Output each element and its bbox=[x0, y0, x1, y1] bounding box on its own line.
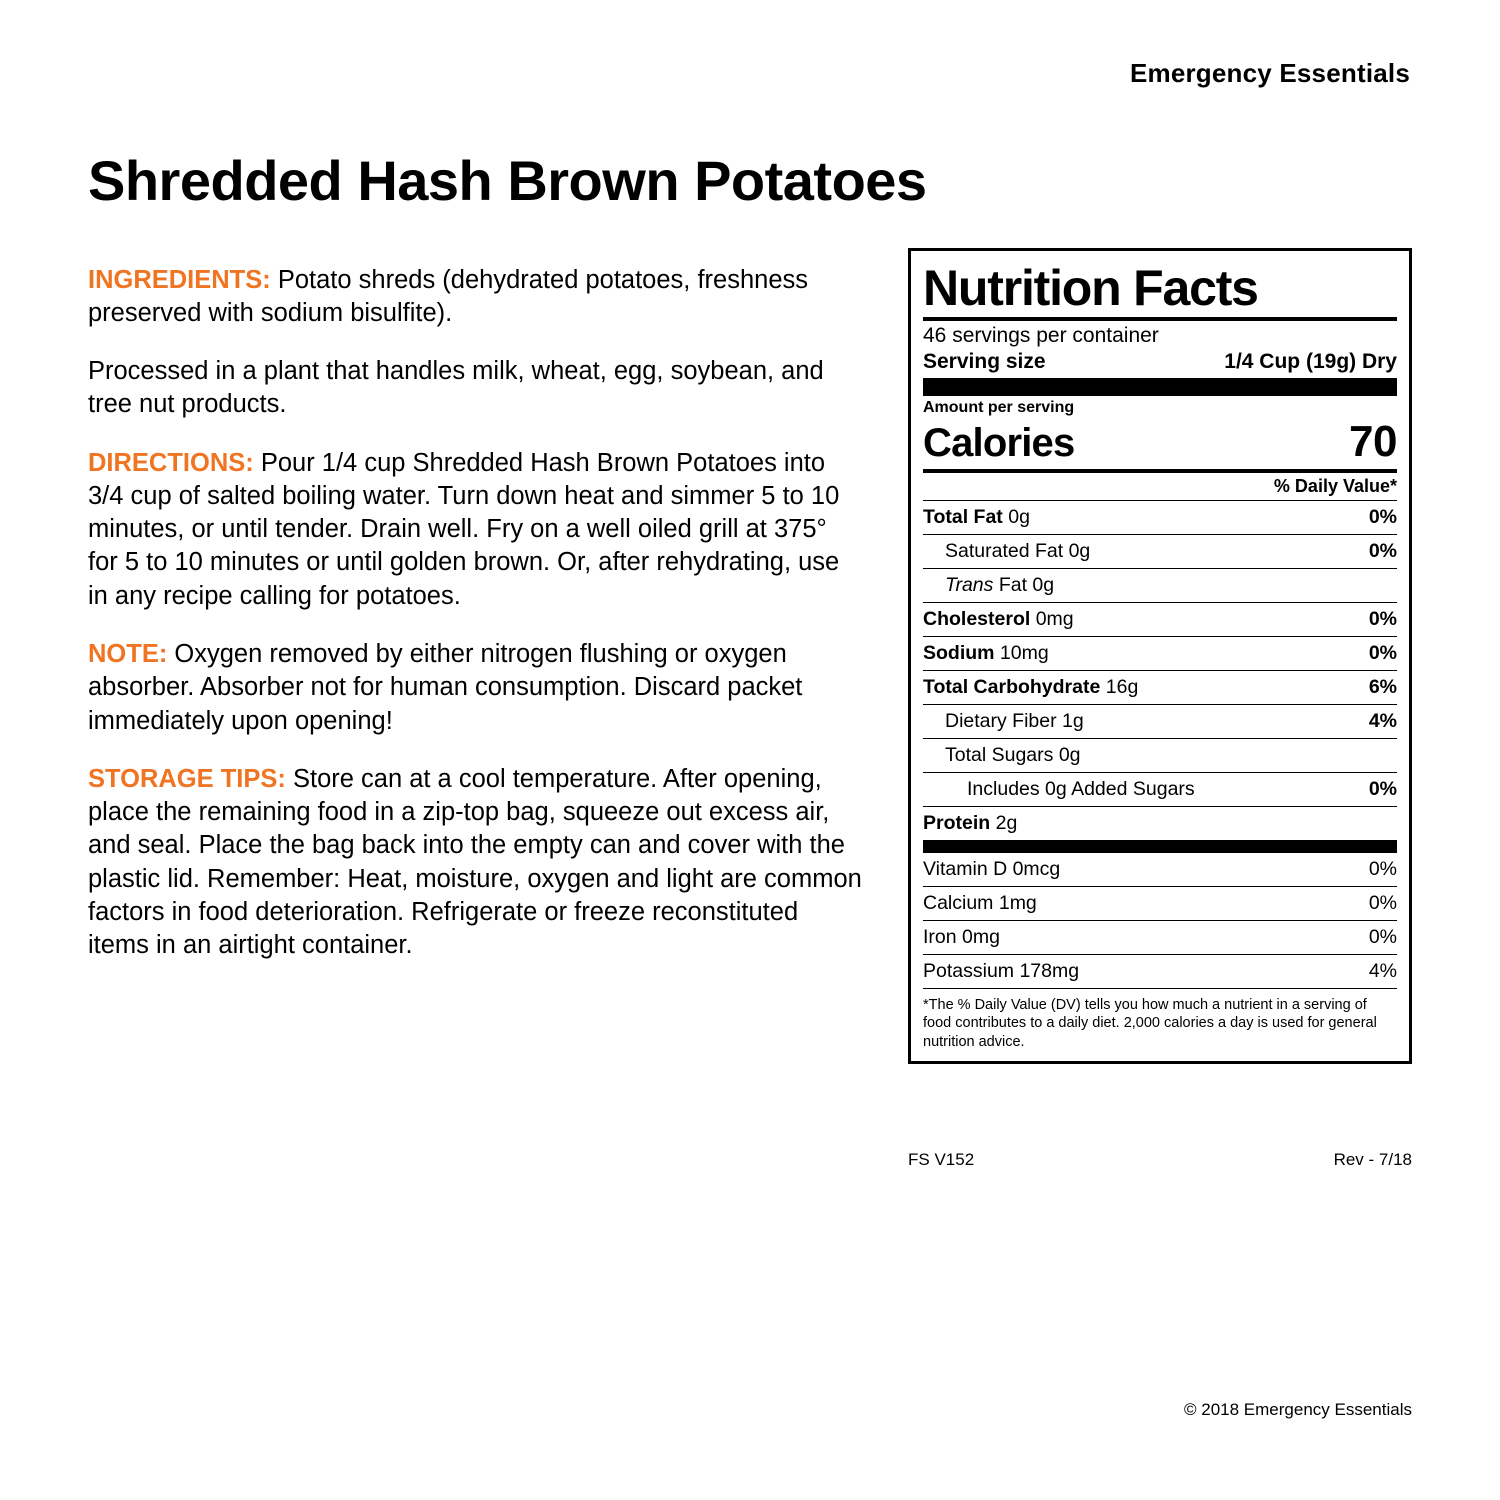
calories-row bbox=[923, 417, 1397, 469]
vitamin-row-calcium bbox=[923, 887, 1397, 921]
nutrient-name: Protein bbox=[923, 812, 991, 835]
brand-name: Emergency Essentials bbox=[1129, 58, 1410, 88]
nutrition-facts-title: Nutrition Facts bbox=[923, 260, 1258, 316]
section-text-allergen: Processed in a plant that handles milk, wheat, egg, soybean, and tree nut products. bbox=[88, 357, 824, 419]
nutrient-amount: 0g bbox=[1032, 574, 1055, 597]
vitamin-name: Iron 0mg bbox=[923, 926, 1000, 949]
nutrient-dv: 0% bbox=[1368, 642, 1397, 665]
nutrient-name: Saturated Fat bbox=[945, 540, 1064, 563]
servings-per-container: 46 servings per container bbox=[923, 324, 1159, 347]
nutrient-name: Dietary Fiber bbox=[945, 710, 1057, 733]
section-allergen bbox=[88, 355, 863, 421]
daily-value-footnote: *The % Daily Value (DV) tells you how much a nutrient in a serving of food contributes to a daily diet. 2,000 calories a day is used for general nutrition advice. bbox=[923, 997, 1377, 1050]
page-title: Shredded Hash Brown Potatoes bbox=[88, 148, 927, 212]
nutrient-amount: 0g bbox=[1058, 744, 1081, 767]
nutrient-dv: 6% bbox=[1368, 676, 1397, 699]
nutrient-amount: 10mg bbox=[999, 642, 1049, 665]
section-label-storage-tips: STORAGE TIPS: bbox=[88, 765, 286, 794]
nutrient-row-total-carbohydrate bbox=[923, 671, 1397, 705]
calories-label: Calories bbox=[923, 421, 1075, 466]
nutrient-row-cholesterol bbox=[923, 603, 1397, 637]
section-label-directions: DIRECTIONS: bbox=[88, 449, 254, 478]
section-label-note: NOTE: bbox=[88, 640, 168, 669]
nutrient-amount: 0g bbox=[1008, 506, 1030, 529]
nutrient-dv: 0% bbox=[1368, 540, 1397, 563]
vitamin-row-iron bbox=[923, 921, 1397, 955]
nutrient-dv: 0% bbox=[1368, 506, 1397, 529]
nutrient-amount: 1g bbox=[1062, 710, 1084, 733]
vitamin-name: Potassium 178mg bbox=[923, 960, 1080, 983]
amount-per-serving-label: Amount per serving bbox=[923, 399, 1075, 417]
label-revision: Rev - 7/18 bbox=[1333, 1150, 1412, 1169]
vitamin-name: Calcium 1mg bbox=[923, 892, 1037, 915]
section-text-ingredients: Potato shreds (dehydrated potatoes, freshness preserved with sodium bisulfite). bbox=[88, 265, 809, 327]
nutrient-dv: 4% bbox=[1368, 710, 1397, 733]
nutrient-row-trans-fat: Trans Fat 0g bbox=[923, 569, 1397, 603]
nutrient-amount: 0mg bbox=[1035, 608, 1074, 631]
section-ingredients bbox=[88, 264, 863, 330]
nutrient-row-total-fat bbox=[923, 501, 1397, 535]
nutrient-row-saturated-fat bbox=[923, 535, 1397, 569]
vitamins-group bbox=[923, 853, 1397, 989]
serving-size-label: Serving size bbox=[923, 350, 1046, 374]
vitamin-dv: 4% bbox=[1368, 960, 1397, 983]
label-meta-row bbox=[908, 1150, 1412, 1170]
section-directions bbox=[88, 447, 863, 613]
nutrient-row-total-sugars bbox=[923, 739, 1397, 773]
nutrient-name: Total Carbohydrate bbox=[923, 676, 1101, 699]
vitamin-dv: 0% bbox=[1368, 892, 1397, 915]
nutrient-row-protein bbox=[923, 807, 1397, 840]
label-code: FS V152 bbox=[908, 1150, 975, 1169]
daily-value-header: % Daily Value* bbox=[1273, 476, 1397, 497]
vitamin-name: Vitamin D 0mcg bbox=[923, 858, 1061, 881]
serving-size-row bbox=[923, 349, 1397, 378]
section-storage-tips bbox=[88, 763, 863, 962]
section-text-storage-tips: Store can at a cool temperature. After opening, place the remaining food in a zip-top bag, squeeze out excess air, and seal. Place the bag back into the empty can and cover with the plastic lid. Remember: Heat, moisture, oxygen and light are common factors in food deterioration. Refrigerate or freeze reconstituted items in an airtight container. bbox=[88, 765, 862, 959]
vitamin-dv: 0% bbox=[1368, 858, 1397, 881]
section-text-directions: Pour 1/4 cup Shredded Hash Brown Potatoes into 3/4 cup of salted boiling water. Turn down heat and simmer 5 to 10 minutes, or until tender. Drain well. Fry on a well oiled grill at 375° for 5 to 10 minutes or until golden brown. Or, after rehydrating, use in any recipe calling for potatoes. bbox=[88, 449, 840, 610]
nutrient-amount: 0g bbox=[1068, 540, 1091, 563]
copyright-notice: © 2018 Emergency Essentials bbox=[1184, 1400, 1412, 1419]
calories-value: 70 bbox=[1349, 417, 1397, 467]
nutrient-name-italic: Trans bbox=[945, 574, 994, 597]
serving-size-value: 1/4 Cup (19g) Dry bbox=[1224, 350, 1397, 374]
nutrient-row-dietary-fiber bbox=[923, 705, 1397, 739]
nutrient-name: Sodium bbox=[923, 642, 995, 665]
nutrient-amount: 16g bbox=[1105, 676, 1139, 699]
nutrient-dv: 0% bbox=[1368, 778, 1397, 801]
nutrient-dv: 0% bbox=[1368, 608, 1397, 631]
vitamin-dv: 0% bbox=[1368, 926, 1397, 949]
section-note bbox=[88, 638, 863, 737]
section-text-note: Oxygen removed by either nitrogen flushing or oxygen absorber. Absorber not for human consumption. Discard packet immediately upon opening! bbox=[88, 640, 803, 735]
vitamin-row-vitamin-d bbox=[923, 853, 1397, 887]
product-info-column bbox=[88, 238, 863, 962]
nutrient-name: Total Sugars bbox=[945, 744, 1054, 767]
nutrient-name: Cholesterol bbox=[923, 608, 1031, 631]
nutrition-facts-panel bbox=[908, 248, 1412, 1064]
nutrient-amount: 2g bbox=[995, 812, 1018, 835]
section-label-ingredients: INGREDIENTS: bbox=[88, 265, 271, 294]
nutrient-name: Total Fat bbox=[923, 506, 1003, 529]
vitamin-row-potassium bbox=[923, 955, 1397, 989]
nutrient-row-sodium bbox=[923, 637, 1397, 671]
nutrient-name: Includes 0g Added Sugars bbox=[967, 778, 1195, 801]
nutrient-row-added-sugars bbox=[923, 773, 1397, 807]
